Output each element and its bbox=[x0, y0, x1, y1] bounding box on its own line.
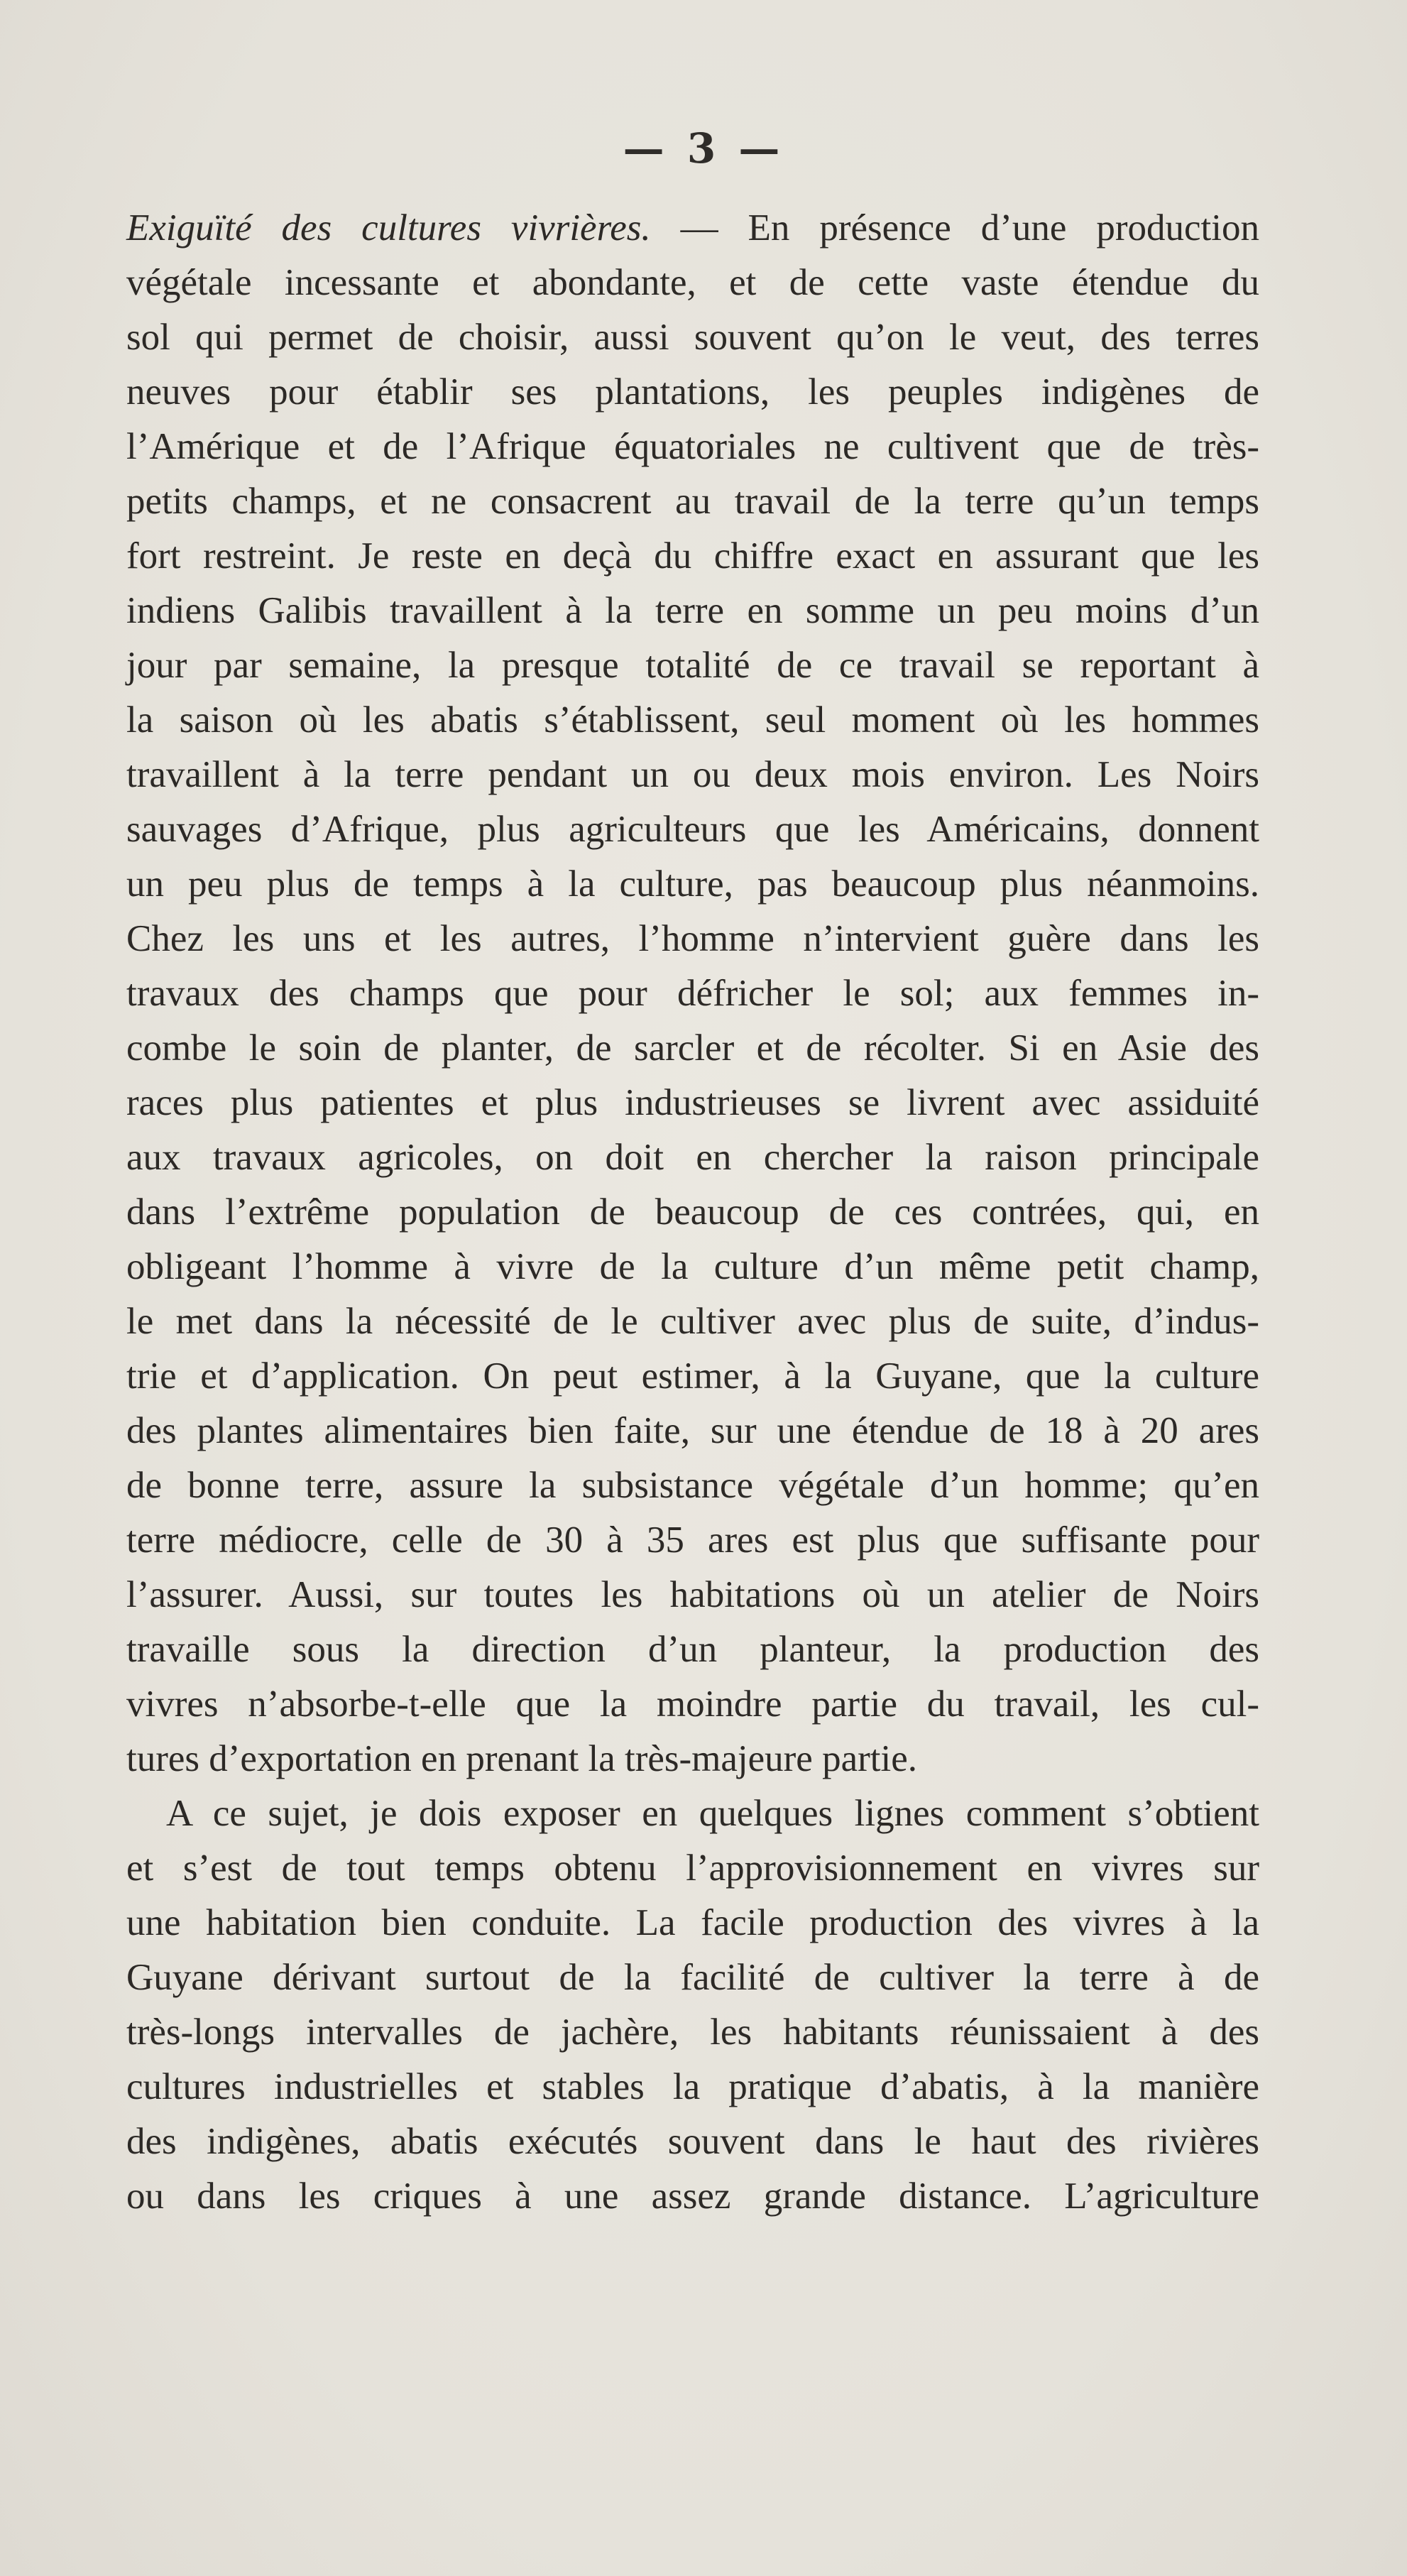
line-text: très-longs intervalles de jachère, les habitants réunissaient à des bbox=[126, 2012, 1259, 2053]
text-line bbox=[126, 1677, 1259, 1732]
line-text: terre médiocre, celle de 30 à 35 ares est plus que suffisante pour bbox=[126, 1519, 1259, 1561]
line-text: — En présence d’une production bbox=[650, 207, 1259, 249]
text-line bbox=[126, 1076, 1259, 1130]
line-text: des plantes alimentaires bien faite, sur une étendue de 18 à 20 ares bbox=[126, 1410, 1259, 1451]
text-line bbox=[126, 693, 1259, 748]
text-line bbox=[126, 529, 1259, 584]
text-line bbox=[126, 2114, 1259, 2169]
text-line bbox=[126, 857, 1259, 912]
body-text bbox=[126, 201, 1259, 2224]
line-text: l’assurer. Aussi, sur toutes les habitations où un atelier de Noirs bbox=[126, 1574, 1259, 1615]
line-text: fort restreint. Je reste en deçà du chiffre exact en assurant que les bbox=[126, 535, 1259, 577]
line-text: obligeant l’homme à vivre de la culture d’un même petit champ, bbox=[126, 1246, 1259, 1287]
line-text: trie et d’application. On peut estimer, à la Guyane, que la culture bbox=[126, 1355, 1259, 1397]
line-text: un peu plus de temps à la culture, pas beaucoup plus néanmoins. bbox=[126, 863, 1259, 905]
line-text: Chez les uns et les autres, l’homme n’intervient guère dans les bbox=[126, 918, 1259, 959]
text-line bbox=[126, 365, 1259, 420]
line-text: travaux des champs que pour défricher le sol; aux femmes in- bbox=[126, 973, 1259, 1014]
line-text: ou dans les criques à une assez grande distance. L’agriculture bbox=[126, 2176, 1259, 2217]
line-text: et s’est de tout temps obtenu l’approvisionnement en vivres sur bbox=[126, 1848, 1259, 1889]
line-text: aux travaux agricoles, on doit en chercher la raison principale bbox=[126, 1137, 1259, 1178]
text-line bbox=[126, 966, 1259, 1021]
text-line bbox=[126, 1458, 1259, 1513]
text-line bbox=[126, 256, 1259, 310]
text-line bbox=[126, 420, 1259, 474]
text-line bbox=[126, 584, 1259, 638]
text-line bbox=[126, 1950, 1259, 2005]
text-line bbox=[126, 201, 1259, 256]
text-line bbox=[126, 1896, 1259, 1950]
page-number: — 3 — bbox=[623, 124, 784, 173]
text-line bbox=[126, 2005, 1259, 2060]
text-line bbox=[126, 1786, 1259, 1841]
line-text: la saison où les abatis s’établissent, seul moment où les hommes bbox=[126, 699, 1259, 741]
line-text: des indigènes, abatis exécutés souvent dans le haut des rivières bbox=[126, 2121, 1259, 2162]
line-text: Guyane dérivant surtout de la facilité de cultiver la terre à de bbox=[126, 1957, 1259, 1998]
line-text: A ce sujet, je dois exposer en quelques lignes comment s’obtient bbox=[166, 1793, 1259, 1834]
text-line bbox=[126, 1404, 1259, 1458]
line-text: indiens Galibis travaillent à la terre en somme un peu moins d’un bbox=[126, 590, 1259, 631]
text-line bbox=[126, 1732, 1259, 1786]
text-line bbox=[126, 1841, 1259, 1896]
line-text: dans l’extrême population de beaucoup de ces contrées, qui, en bbox=[126, 1191, 1259, 1233]
text-line bbox=[126, 748, 1259, 802]
text-line bbox=[126, 1513, 1259, 1568]
text-line bbox=[126, 1294, 1259, 1349]
line-text: tures d’exportation en prenant la très-majeure partie. bbox=[126, 1738, 917, 1779]
line-text: combe le soin de planter, de sarcler et de récolter. Si en Asie des bbox=[126, 1027, 1259, 1069]
text-line bbox=[126, 802, 1259, 857]
line-text: travaille sous la direction d’un planteur, la production des bbox=[126, 1629, 1259, 1670]
line-text: petits champs, et ne consacrent au travail de la terre qu’un temps bbox=[126, 481, 1259, 522]
line-text: jour par semaine, la presque totalité de ce travail se reportant à bbox=[126, 645, 1259, 686]
line-text: une habitation bien conduite. La facile production des vivres à la bbox=[126, 1902, 1259, 1943]
text-line bbox=[126, 310, 1259, 365]
text-line bbox=[126, 1240, 1259, 1294]
text-line bbox=[126, 1622, 1259, 1677]
line-text: neuves pour établir ses plantations, les peuples indigènes de bbox=[126, 371, 1259, 413]
text-line bbox=[126, 474, 1259, 529]
text-line bbox=[126, 1021, 1259, 1076]
line-text: cultures industrielles et stables la pratique d’abatis, à la manière bbox=[126, 2066, 1259, 2107]
text-line bbox=[126, 2169, 1259, 2224]
text-line bbox=[126, 912, 1259, 966]
line-text: vivres n’absorbe-t-elle que la moindre partie du travail, les cul- bbox=[126, 1683, 1259, 1725]
line-text: races plus patientes et plus industrieuses se livrent avec assiduité bbox=[126, 1082, 1259, 1123]
text-line bbox=[126, 1349, 1259, 1404]
line-text: l’Amérique et de l’Afrique équatoriales ne cultivent que de très- bbox=[126, 426, 1259, 467]
section-heading: Exiguïté des cultures vivrières. bbox=[126, 207, 651, 249]
text-line bbox=[126, 1568, 1259, 1622]
text-line bbox=[126, 1130, 1259, 1185]
line-text: de bonne terre, assure la subsistance végétale d’un homme; qu’en bbox=[126, 1465, 1259, 1506]
line-text: le met dans la nécessité de le cultiver avec plus de suite, d’indus- bbox=[126, 1301, 1259, 1342]
text-line bbox=[126, 1185, 1259, 1240]
text-line bbox=[126, 2060, 1259, 2114]
text-line bbox=[126, 638, 1259, 693]
line-text: végétale incessante et abondante, et de cette vaste étendue du bbox=[126, 262, 1259, 303]
line-text: sol qui permet de choisir, aussi souvent qu’on le veut, des terres bbox=[126, 317, 1259, 358]
line-text: sauvages d’Afrique, plus agriculteurs que les Américains, donnent bbox=[126, 809, 1259, 850]
line-text: travaillent à la terre pendant un ou deux mois environ. Les Noirs bbox=[126, 754, 1259, 795]
